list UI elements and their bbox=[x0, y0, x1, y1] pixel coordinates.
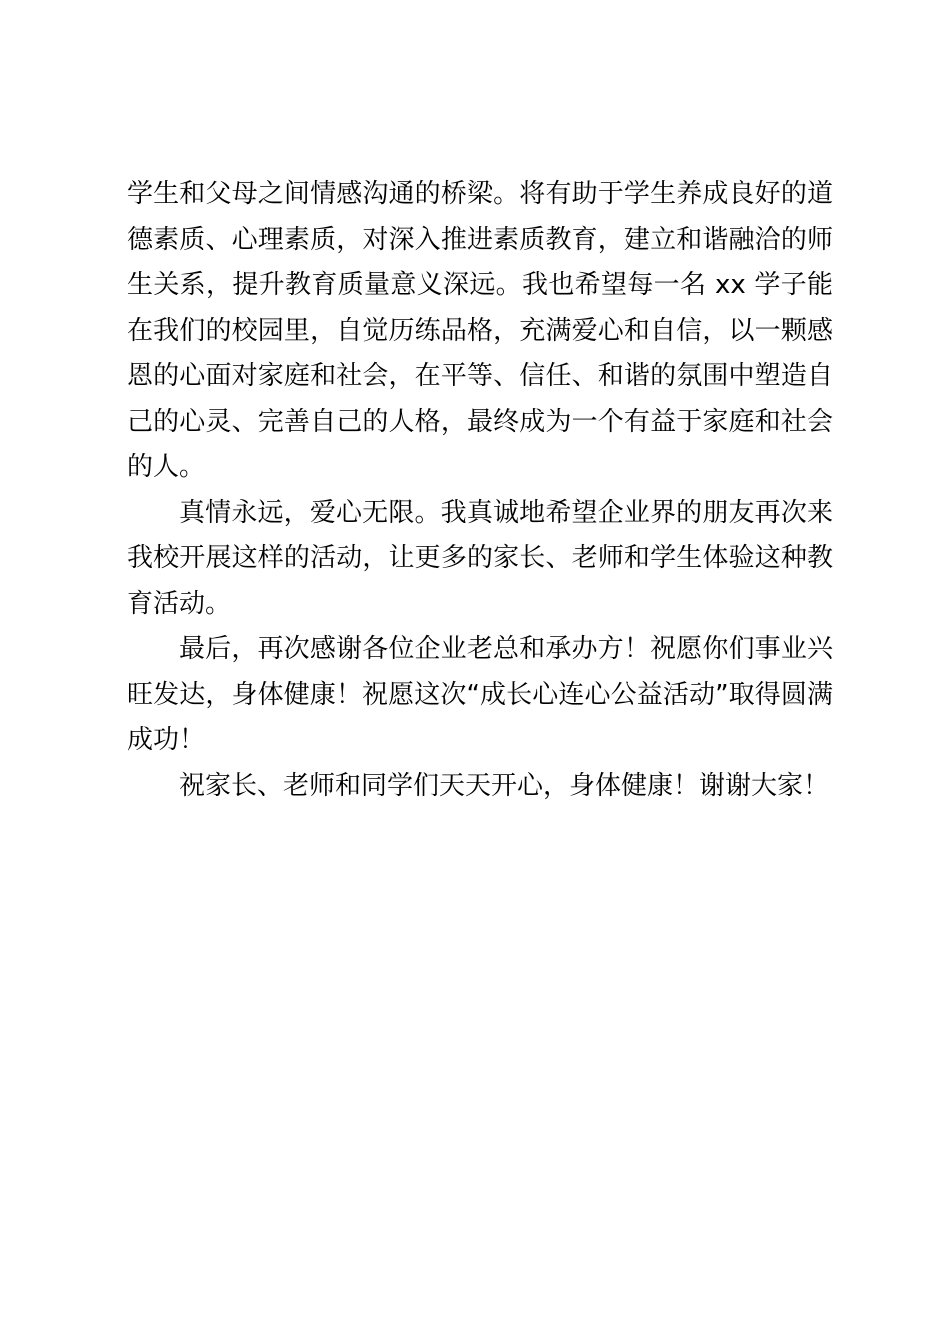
paragraph-continuation: 学生和父母之间情感沟通的桥梁。将有助于学生养成良好的道德素质、心理素质，对深入推进素质教育，建立和谐融洽的师生关系，提升教育质量意义深远。我也希望每一名 xx 学子能在我们的校园里，自觉历练品格，充满爱心和自信，以一颗感恩的心面对家庭和社会，在平等、信任、和谐的氛围中塑造自己的心灵、完善自己的人格，最终成为一个有益于家庭和社会的人。 bbox=[127, 179, 833, 482]
document-body bbox=[127, 172, 833, 809]
paragraph-closing-wishes: 祝家长、老师和同学们天天开心，身体健康！谢谢大家！ bbox=[179, 770, 830, 801]
paragraph-thanks: 最后，再次感谢各位企业老总和承办方！祝愿你们事业兴旺发达，身体健康！祝愿这次“成长心连心公益活动”取得圆满成功！ bbox=[127, 634, 833, 755]
paragraph-sincere-love: 真情永远，爱心无限。我真诚地希望企业界的朋友再次来我校开展这样的活动，让更多的家长、老师和学生体验这种教育活动。 bbox=[127, 497, 833, 619]
